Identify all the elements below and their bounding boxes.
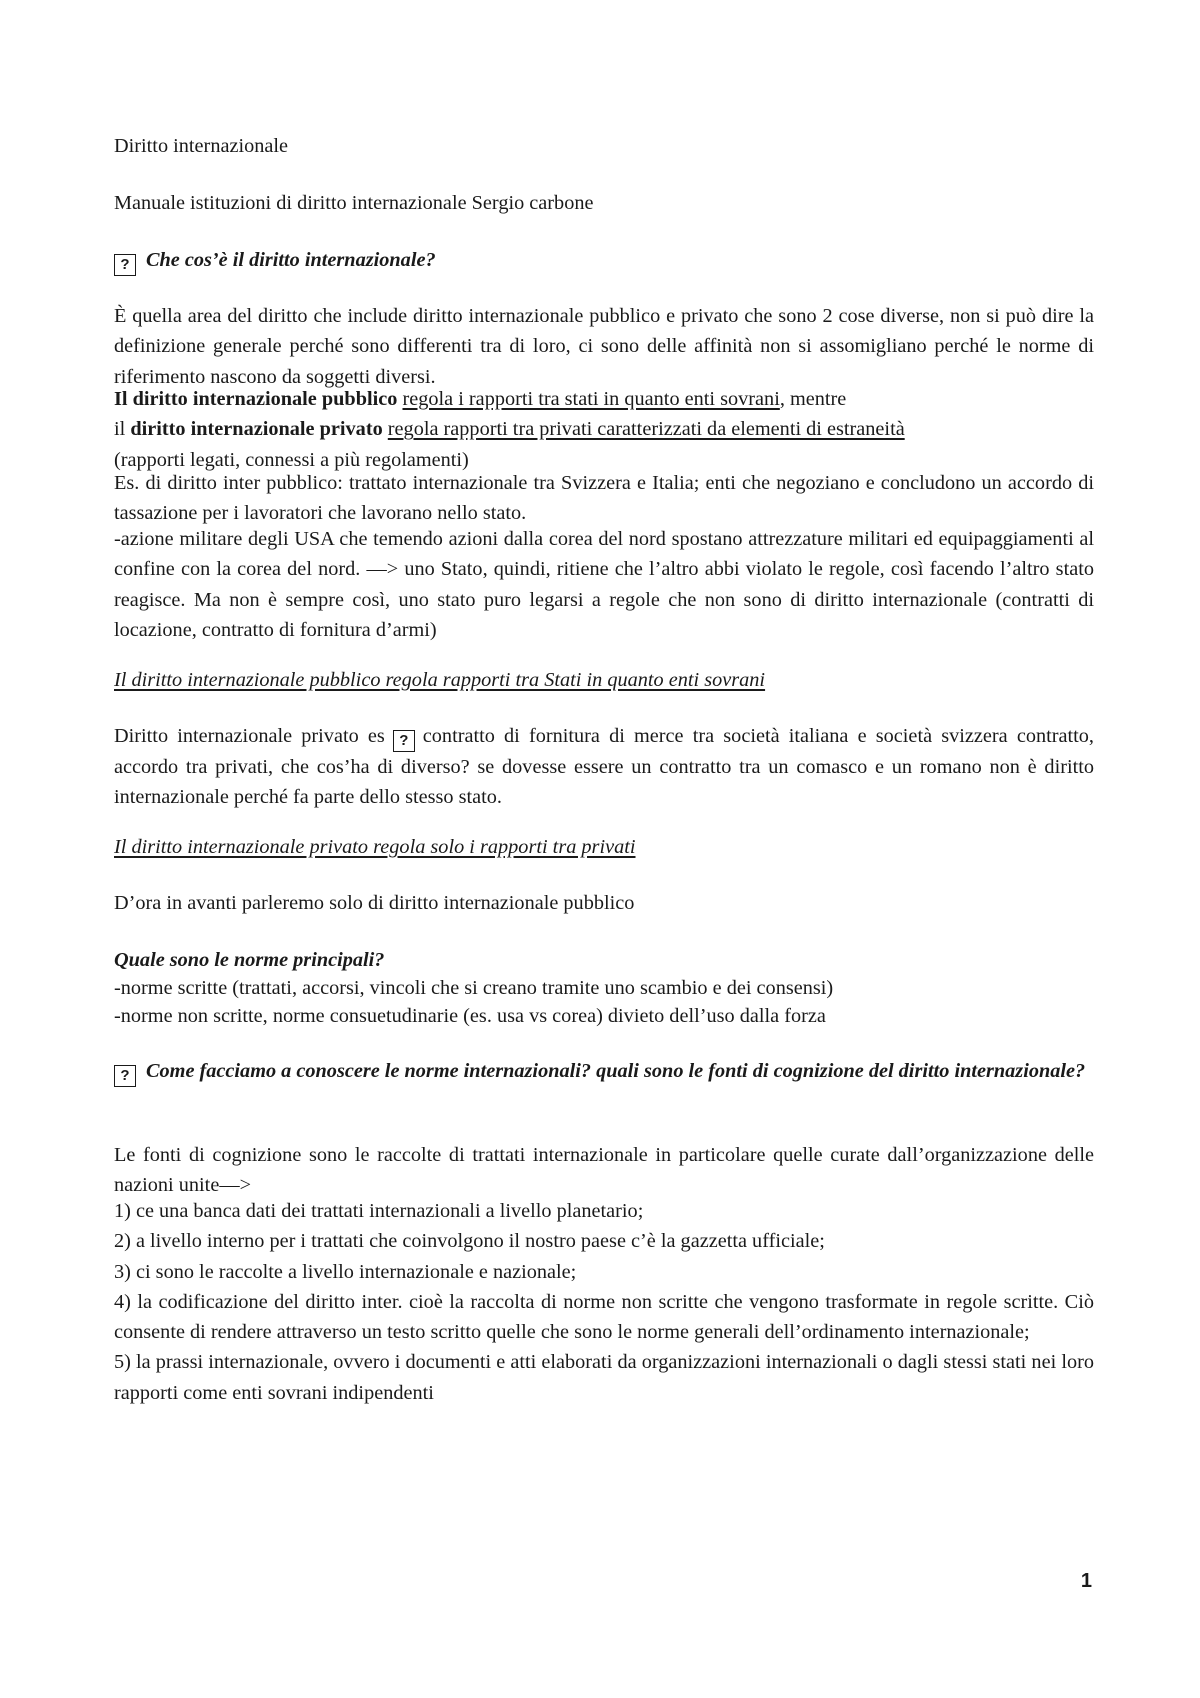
page-number: 1 — [1080, 1570, 1092, 1592]
question-box-icon: ? — [114, 1065, 136, 1087]
sources-list — [114, 1196, 1094, 1408]
document-subtitle: Manuale istituzioni di diritto internazionale Sergio carbone — [114, 192, 594, 214]
list-item: 4) la codificazione del diritto inter. cioè la raccolta di norme non scritte che vengono trasformate in regole scritte. Ciò consente di rendere attraverso un testo scritto quelle che sono le norme generali dell’ordinamento internazionale; — [114, 1290, 1094, 1344]
example-private-body: contratto di fornitura di merce tra società italiana e società svizzera contratto, accordo tra privati, che cos’ha di diverso? se dovesse essere un contratto tra un comasco e un romano non è diritto internazionale perché fa parte dello stesso stato. — [114, 725, 1094, 809]
paragraph-sources: Le fonti di cognizione sono le raccolte di trattati internazionale in particolare quelle curate dall’organizzazione delle nazioni unite—> — [114, 1144, 1094, 1197]
list-item: 1) ce una banca dati dei trattati internazionali a livello planetario; — [114, 1200, 644, 1222]
example-private-lead: Diritto internazionale privato es — [114, 725, 385, 747]
norm-written: -norme scritte (trattati, accorsi, vincoli che si creano tramite uno scambio e dei consensi) — [114, 977, 834, 999]
paragraph-example-public: Es. di diritto inter pubblico: trattato internazionale tra Svizzera e Italia; enti che negoziano e concludono un accordo di tassazione per i lavoratori che lavorano nello stato. — [114, 472, 1094, 525]
question-box-icon: ? — [114, 254, 136, 276]
norm-unwritten: -norme non scritte, norme consuetudinarie (es. usa vs corea) divieto dell’uso dalla forza — [114, 1005, 826, 1027]
question-3-text: Come facciamo a conoscere le norme internazionali? quali sono le fonti di cognizione del diritto internazionale? — [146, 1060, 1086, 1082]
paragraph-definition: È quella area del diritto che include diritto internazionale pubblico e privato che sono 2 cose diverse, non si può dire la definizione generale perché sono differenti tra di loro, ci sono delle affinità non si assomigliano perché le norme di riferimento nascono da soggetti diversi. — [114, 305, 1094, 388]
list-item: 2) a livello interno per i trattati che coinvolgono il nostro paese c’è la gazzetta ufficiale; — [114, 1230, 825, 1253]
question-heading-3 — [114, 1056, 1094, 1087]
document-title: Diritto internazionale — [114, 135, 289, 157]
private-definition: regola rapporti tra privati caratterizzati da elementi di estraneità — [387, 418, 905, 441]
list-item: 5) la prassi internazionale, ovvero i documenti e atti elaborati da organizzazioni internazionali o dagli stessi stati nei loro rapporti come enti sovrani indipendenti — [114, 1351, 1094, 1404]
public-definition: regola i rapporti tra stati in quanto enti sovrani — [402, 388, 780, 410]
paragraph-public-private — [114, 384, 1094, 475]
question-1-text: Che cos’è il diritto internazionale? — [146, 249, 436, 271]
question-heading-2: Quale sono le norme principali? — [114, 949, 385, 971]
term-private: diritto internazionale privato — [130, 418, 383, 441]
paragraph-example-private — [114, 721, 1094, 813]
question-heading-1 — [114, 245, 1094, 276]
text-mentre: , mentre — [779, 388, 847, 410]
summary-private: Il diritto internazionale privato regola solo i rapporti tra privati — [114, 836, 636, 858]
summary-public: Il diritto internazionale pubblico regola rapporti tra Stati in quanto enti sovrani — [114, 669, 766, 691]
text-il: il — [114, 418, 126, 441]
list-item: 3) ci sono le raccolte a livello internazionale e nazionale; — [114, 1260, 577, 1283]
paragraph-focus-public: D’ora in avanti parleremo solo di diritto internazionale pubblico — [114, 892, 635, 914]
term-public: Il diritto internazionale pubblico — [114, 388, 398, 410]
private-note: (rapporti legati, connessi a più regolamenti) — [114, 448, 469, 471]
paragraph-example-usa: -azione militare degli USA che temendo azioni dalla corea del nord spostano attrezzature militari ed equipaggiamenti al confine con la corea del nord. —> uno Stato, quindi, ritiene che l’altro abbi violato le regole, così facendo l’altro stato reagisce. Ma non è sempre così, uno stato puro legarsi a regole che non sono di diritto internazionale (contratti di locazione, contratto di fornitura d’armi) — [114, 528, 1094, 641]
question-box-icon: ? — [393, 730, 415, 752]
